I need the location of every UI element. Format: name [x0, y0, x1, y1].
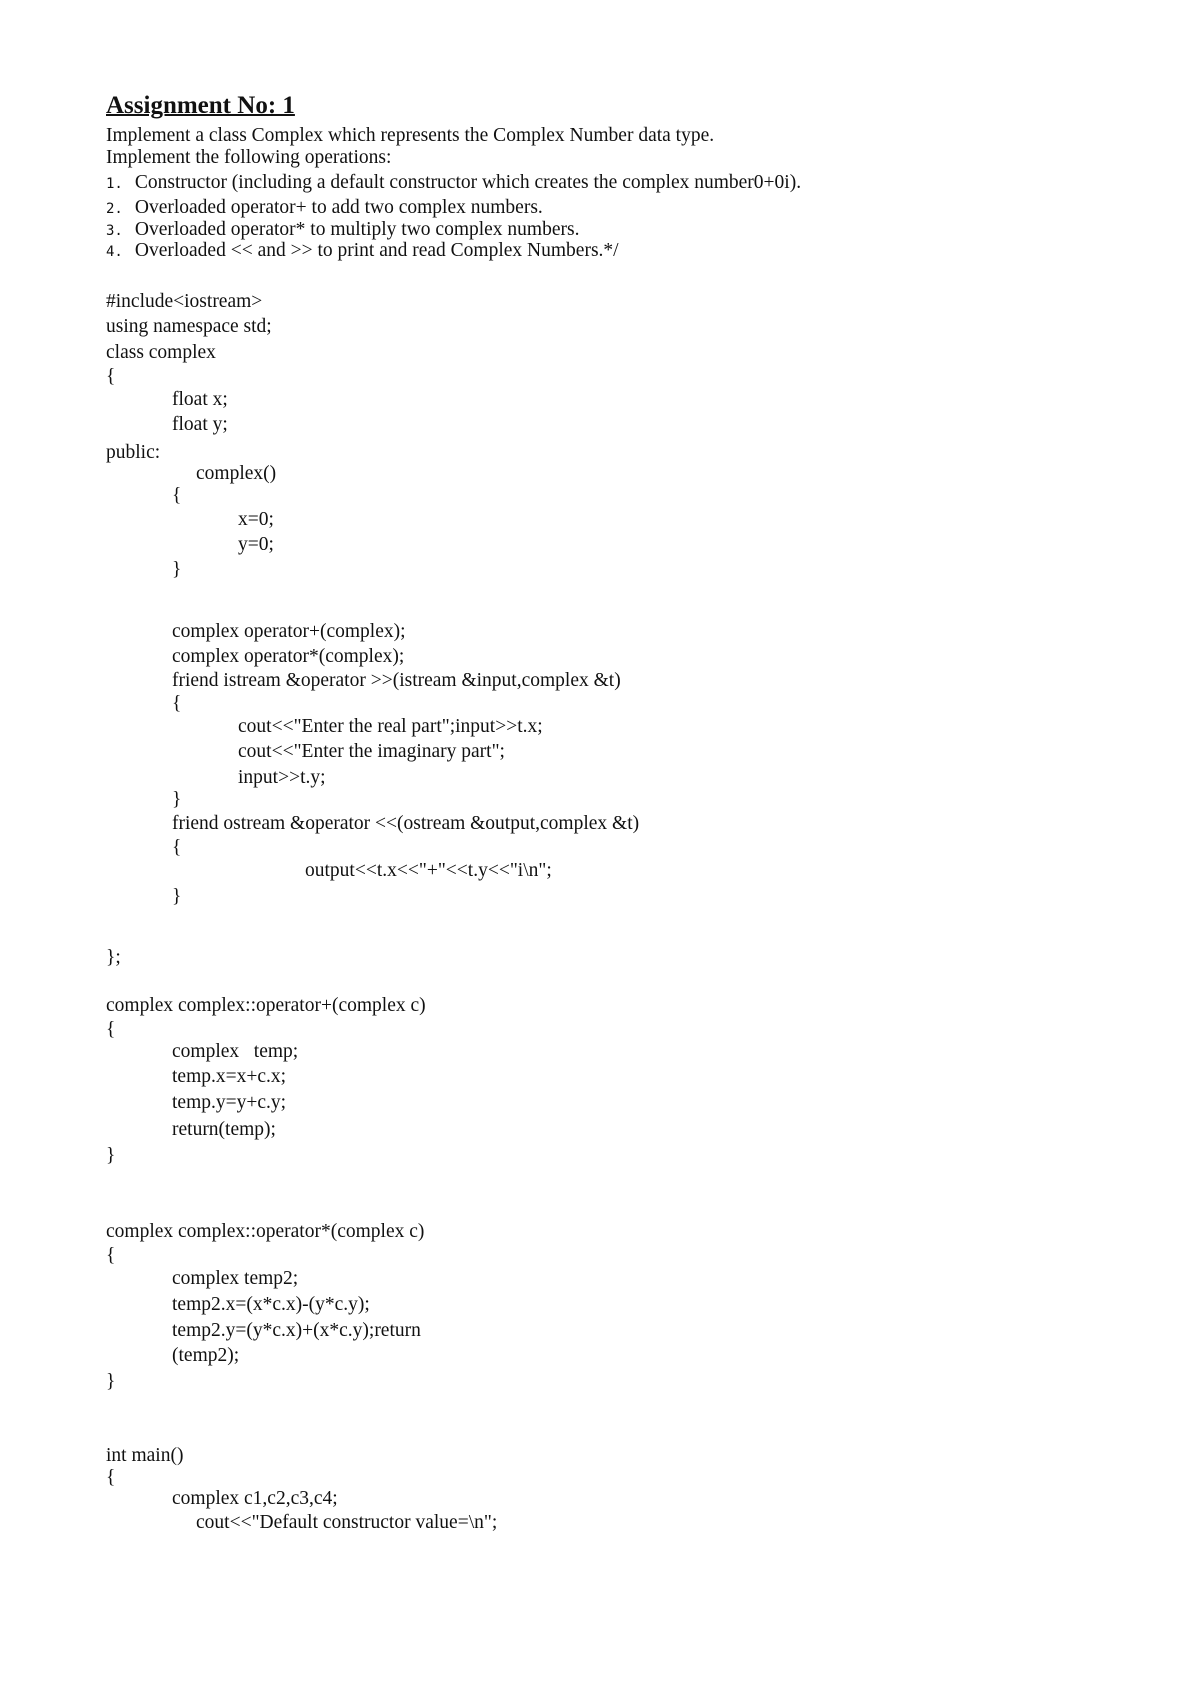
- code-line: temp2.y=(y*c.x)+(x*c.y);return: [172, 1320, 421, 1341]
- code-line: float x;: [172, 389, 228, 410]
- item-number: 1.: [106, 176, 123, 192]
- code-line: }: [172, 559, 182, 580]
- item-text: Overloaded << and >> to print and read Complex Numbers.*/: [134, 240, 619, 261]
- code-line: friend istream &operator >>(istream &input,complex &t): [172, 670, 621, 691]
- item-number: 4.: [106, 244, 123, 260]
- code-line: using namespace std;: [106, 316, 272, 337]
- operation-item: [106, 219, 579, 242]
- code-line: {: [106, 366, 116, 387]
- code-line: #include<iostream>: [106, 291, 263, 312]
- code-line: output<<t.x<<"+"<<t.y<<"i\n";: [305, 860, 552, 881]
- code-line: friend ostream &operator <<(ostream &output,complex &t): [172, 813, 640, 834]
- code-line: }: [106, 1371, 116, 1392]
- operation-item: [106, 172, 801, 195]
- code-line: complex complex::operator*(complex c): [106, 1221, 425, 1242]
- code-line: complex complex::operator+(complex c): [106, 995, 426, 1016]
- intro-line: Implement the following operations:: [106, 147, 392, 168]
- code-line: };: [106, 947, 121, 968]
- code-line: public:: [106, 442, 161, 463]
- code-line: {: [172, 837, 182, 858]
- code-line: int main(): [106, 1445, 184, 1466]
- item-number: 3.: [106, 223, 123, 239]
- code-line: }: [172, 789, 182, 810]
- code-line: complex c1,c2,c3,c4;: [172, 1488, 338, 1509]
- code-line: class complex: [106, 342, 216, 363]
- code-line: return(temp);: [172, 1119, 276, 1140]
- code-line: y=0;: [238, 534, 274, 555]
- code-line: temp.x=x+c.x;: [172, 1066, 287, 1087]
- item-text: Overloaded operator+ to add two complex numbers.: [134, 197, 543, 218]
- code-line: {: [172, 485, 182, 506]
- code-line: input>>t.y;: [238, 767, 326, 788]
- code-line: }: [106, 1145, 116, 1166]
- code-line: cout<<"Enter the real part";input>>t.x;: [238, 716, 543, 737]
- code-line: x=0;: [238, 509, 274, 530]
- code-line: cout<<"Enter the imaginary part";: [238, 741, 505, 762]
- code-line: {: [172, 693, 182, 714]
- code-line: temp2.x=(x*c.x)-(y*c.y);: [172, 1294, 370, 1315]
- assignment-title: Assignment No: 1: [106, 92, 295, 119]
- code-line: {: [106, 1467, 116, 1488]
- code-line: {: [106, 1245, 116, 1266]
- code-line: complex(): [196, 463, 277, 484]
- operation-item: [106, 240, 619, 263]
- operation-item: [106, 197, 543, 220]
- code-line: complex operator+(complex);: [172, 621, 406, 642]
- item-text: Overloaded operator* to multiply two complex numbers.: [134, 219, 580, 240]
- code-line: }: [172, 886, 182, 907]
- code-line: temp.y=y+c.y;: [172, 1092, 287, 1113]
- code-line: complex temp2;: [172, 1268, 299, 1289]
- code-line: complex operator*(complex);: [172, 646, 405, 667]
- code-line: cout<<"Default constructor value=\n";: [196, 1512, 498, 1533]
- code-line: float y;: [172, 414, 228, 435]
- intro-line: Implement a class Complex which represents the Complex Number data type.: [106, 125, 715, 146]
- item-number: 2.: [106, 201, 123, 217]
- item-text: Constructor (including a default constructor which creates the complex number0+0i).: [134, 172, 802, 193]
- code-line: {: [106, 1019, 116, 1040]
- code-line: complex temp;: [172, 1041, 299, 1062]
- code-line: (temp2);: [172, 1345, 240, 1366]
